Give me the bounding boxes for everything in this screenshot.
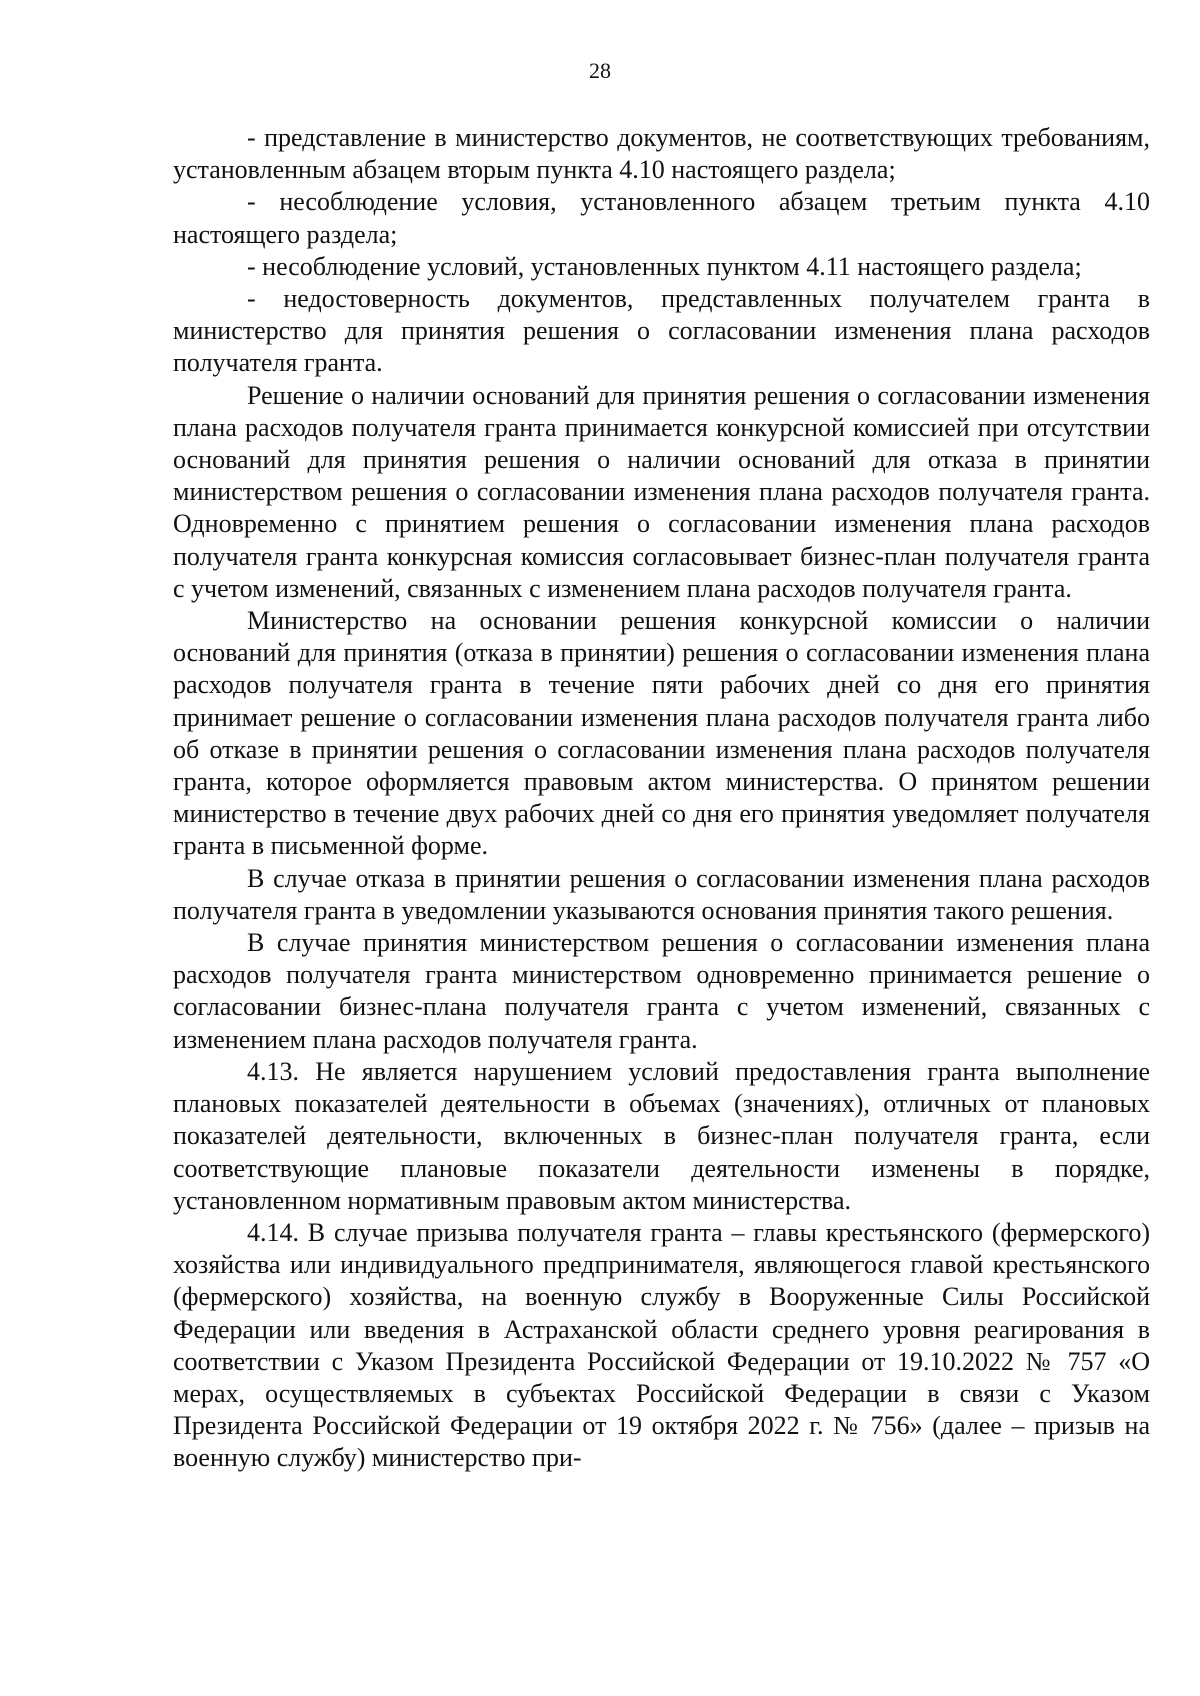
paragraph-item: Решение о наличии оснований для принятия решения о согласовании изменения плана расходов получателя гранта принимается конкурсной комиссией при отсутствии оснований для принятия решения о наличии оснований для отказа в принятии министерством решения о согласовании изменения плана расходов получателя гранта. Одновременно с принятием решения о согласовании изменения плана расходов получателя гранта конкурсная комиссия согласовывает бизнес-план получателя гранта с учетом изменений, связанных с изменением плана расходов получателя гранта.	[173, 380, 1150, 603]
paragraph-item: В случае принятия министерством решения о согласовании изменения плана расходов получателя гранта министерством одновременно принимается решение о согласовании бизнес-плана получателя гранта с учетом изменений, связанных с изменением плана расходов получателя гранта.	[173, 928, 1150, 1054]
paragraph-item: - несоблюдение условия, установленного абзацем третьим пункта 4.10 настоящего раздела;	[173, 187, 1150, 249]
paragraph-item: - недостоверность документов, представленных получателем гранта в министерство для принятия решения о согласовании изменения плана расходов получателя гранта.	[173, 284, 1150, 378]
paragraph-item: - представление в министерство документов, не соответствующих требованиям, установленным абзацем вторым пункта 4.10 настоящего раздела;	[173, 123, 1150, 185]
paragraph-item: - несоблюдение условий, установленных пунктом 4.11 настоящего раздела;	[247, 251, 1082, 281]
paragraph-section-4-13: 4.13. Не является нарушением условий предоставления гранта выполнение плановых показателей деятельности в объемах (значениях), отличных от плановых показателей деятельности, включенных в бизнес-план получателя гранта, если соответствующие плановые показатели деятельности изменены в порядке, установленном нормативным правовым актом министерства.	[173, 1056, 1150, 1215]
paragraph-item: Министерство на основании решения конкурсной комиссии о наличии оснований для принятия (отказа в принятии) решения о согласовании изменения плана расходов получателя гранта в течение пяти рабочих дней со дня его принятия принимает решение о согласовании изменения плана расходов получателя гранта либо об отказе в принятии решения о согласовании изменения плана расходов получателя гранта, которое оформляется правовым актом министерства. О принятом решении министерство в течение двух рабочих дней со дня его принятия уведомляет получателя гранта в письменной форме.	[173, 606, 1150, 861]
document-body	[173, 122, 1150, 1475]
paragraph-section-4-14: 4.14. В случае призыва получателя гранта – главы крестьянского (фермерского) хозяйства или индивидуального предпринимателя, являющегося главой крестьянского (фермерского) хозяйства, на военную службу в Вооруженные Силы Российской Федерации или введения в Астраханской области среднего уровня реагирования в соответствии с Указом Президента Российской Федерации от 19.10.2022 № 757 «О мерах, осуществляемых в субъектах Российской Федерации в связи с Указом Президента Российской Федерации от 19 октября 2022 г. № 756» (далее – призыв на военную службу) министерство при-	[173, 1217, 1150, 1473]
page-number: 28	[589, 58, 611, 83]
paragraph-item: В случае отказа в принятии решения о согласовании изменения плана расходов получателя гранта в уведомлении указываются основания принятия такого решения.	[173, 863, 1150, 925]
